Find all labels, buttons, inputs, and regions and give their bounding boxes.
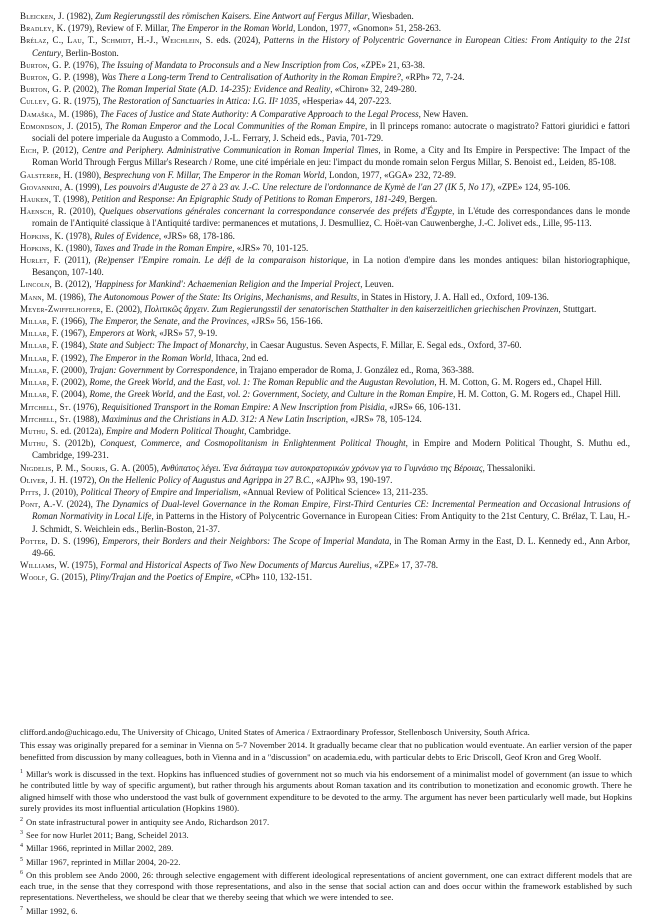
entry-text: , «AJPh» 93, 190-197.: [311, 474, 393, 485]
bibliography-entry: [20, 339, 630, 351]
bibliography-entry: [20, 413, 630, 425]
entry-author: Muthu, S.: [20, 425, 59, 436]
entry-text: , «Annual Review of Political Science» 13, 211-235.: [238, 486, 429, 497]
footnote-number: 3: [20, 829, 23, 836]
bibliography-entry: [20, 535, 630, 559]
entry-text: (2011),: [60, 255, 95, 266]
entry-text: , Wiesbaden.: [367, 11, 414, 21]
entry-author: Giovannini, A.: [20, 181, 74, 192]
entry-text: , «JRS» 78, 105-124.: [345, 413, 422, 424]
bibliography-entry: [20, 169, 630, 181]
bibliography-entry: [20, 315, 630, 327]
bibliography-entry: [20, 108, 630, 120]
entry-author: Bradley, K.: [20, 23, 66, 34]
bibliography-entry: [20, 242, 630, 254]
entry-title: Formal and Historical Aspects of Two New Documents of Marcus Aurelius: [100, 560, 370, 571]
entry-text: , Cambridge.: [244, 425, 291, 436]
entry-text: (2005),: [130, 462, 162, 473]
footnote-number: 7: [20, 905, 23, 912]
bibliography-entry: [20, 364, 630, 376]
entry-text: , Berlin-Boston.: [61, 47, 119, 58]
entry-title: Maximinus and the Christians in A.D. 312: A New Latin Inscription: [101, 413, 346, 424]
bibliography-entry: [20, 83, 630, 95]
entry-text: (1980),: [63, 242, 95, 253]
entry-text: , in Empire and Modern Political Thought, S. Muthu ed., Cambridge, 199-231.: [32, 438, 630, 461]
entry-text: (2010),: [66, 206, 100, 217]
entry-title: Emperors at Work: [89, 328, 155, 339]
entry-text: , «JRS» 68, 178-186.: [158, 230, 235, 241]
entry-text: (1996),: [70, 535, 103, 546]
bibliography-entry: [20, 486, 630, 498]
entry-text: , New Haven.: [418, 108, 469, 119]
entry-title: Empire and Modern Political Thought: [105, 425, 245, 436]
entry-text: eds. (2024),: [213, 35, 264, 46]
footnote: [20, 815, 632, 828]
entry-title: Was There a Long-term Trend to Centralisation of Authority in the Roman Empire?: [101, 72, 401, 83]
entry-text: (1984),: [58, 340, 90, 351]
entry-text: (2024),: [63, 499, 96, 510]
entry-author: Edmondson, J.: [20, 120, 74, 131]
entry-author: Hauken, T.: [20, 194, 61, 205]
entry-author: Galsterer, H.: [20, 169, 73, 180]
bibliography-entry: [20, 437, 630, 461]
bibliography-entry: [20, 22, 630, 34]
footnote: [20, 904, 632, 917]
entry-title: Emperors, their Borders and their Neighbors: The Scope of Imperial Mandata: [102, 535, 390, 546]
bibliography-entry: [20, 59, 630, 71]
entry-author: Hurlet, F.: [20, 255, 61, 266]
entry-title: The Autonomous Power of the State: Its Origins, Mechanisms, and Results: [88, 291, 357, 302]
footnote: [20, 868, 632, 904]
entry-author: Williams, W.: [20, 560, 70, 571]
entry-title: 'Happiness for Mankind': Achaemenian Religion and the Imperial Project: [93, 279, 361, 290]
footnote-text: On this problem see Ando 2000, 26: through selective engagement with different ideological representations of ancient government, one can extract different models that are each true, in the sense that they correspond with those representations, and also in the sense that social action can and does occur within the framework established by such representations. Nevertheless, we should be clear that we thereby seeing that which we were intended to see.: [20, 869, 632, 903]
bibliography-entry: [20, 498, 630, 535]
entry-author: Millar, F.: [20, 352, 59, 363]
entry-text: (2012),: [49, 145, 82, 156]
entry-text: , «JRS» 57, 9-19.: [154, 328, 218, 339]
entry-author: Millar, F.: [20, 328, 59, 339]
entry-author: Millar, F.: [20, 389, 59, 400]
entry-text: , «ZPE» 17, 37-78.: [369, 560, 439, 571]
entry-text: (2004),: [58, 389, 90, 400]
entry-text: , «Hesperia» 44, 207-223.: [297, 96, 392, 107]
entry-author: Millar, F.: [20, 364, 59, 375]
entry-author: Mitchell, St.: [20, 401, 72, 412]
footnote-number: 6: [20, 869, 23, 876]
footnote: [20, 841, 632, 854]
entry-text: , «ZPE» 21, 63-38.: [356, 59, 425, 70]
entry-title: The Dynamics of Dual-level Governance in the Roman Empire, First-Third Centuries CE: Incremental Permeation and Occasional Intrusions of Roman Normativity in Local Life: [32, 499, 630, 522]
entry-author: Pitts, J.: [20, 486, 50, 497]
entry-text: , H. M. Cotton, G. M. Rogers ed., Chapel Hill.: [453, 389, 621, 400]
entry-text: ed. (2012a),: [58, 425, 106, 436]
entry-text: (2000),: [58, 364, 90, 375]
footnote-number: 1: [20, 769, 23, 776]
entry-text: (1966),: [58, 316, 90, 327]
entry-title: The Restoration of Sanctuaries in Attica: I.G. II² 1035: [102, 96, 298, 107]
entry-text: (2002),: [113, 303, 145, 314]
entry-text: (2012b),: [60, 438, 101, 449]
acknowledgement-note: This essay was originally prepared for a seminar in Vienna on 5-7 November 2014. It gradually became clear that no publication would eventuate. An earlier version of the paper benefitted from discussion by many colleagues, both in Vienna and in a "discussion" on academia.edu, with particular debts to Eric Driscoll, Geof Kron and Greg Woolf.: [20, 740, 632, 762]
entry-author: Brélaz, C., Lau, T., Schmidt, H.-J., Weichlein, S.: [20, 35, 214, 46]
bibliography-entry: [20, 327, 630, 339]
bibliography-entry: [20, 95, 630, 107]
entry-text: (2012),: [63, 279, 94, 290]
entry-title: Rome, the Greek World, and the East, vol. 2: Government, Society, and Culture in the Roman Empire: [89, 389, 454, 400]
entry-author: Culley, G. R.: [20, 96, 73, 107]
bibliography-entry: [20, 71, 630, 83]
entry-title: The Emperor in the Roman World: [89, 352, 212, 363]
bibliography-entry: [20, 10, 630, 22]
entry-title: The Emperor, the Senate, and the Provinces: [89, 316, 247, 327]
entry-author: Potter, D. S.: [20, 535, 71, 546]
entry-title: Pliny/Trajan and the Poetics of Empire: [89, 572, 231, 583]
entry-title: Trajan: Government by Correspondence: [89, 364, 236, 375]
bibliography-entry: [20, 303, 630, 315]
entry-author: Hopkins, K.: [20, 242, 64, 253]
entry-text: , «JRS» 70, 101-125.: [232, 242, 309, 253]
entry-author: Muthu, S.: [20, 438, 61, 449]
entry-text: (2010),: [49, 486, 81, 497]
bibliography-entry: [20, 559, 630, 571]
entry-text: (1986),: [57, 291, 89, 302]
entry-author: Nigdelis, P. M., Souris, G. A.: [20, 462, 131, 473]
entry-title: The Roman Emperor and the Local Communities of the Roman Empire: [105, 120, 366, 131]
bibliography-entry: [20, 425, 630, 437]
entry-text: , H. M. Cotton, G. M. Rogers ed., Chapel Hill.: [434, 377, 602, 388]
entry-text: , «CPh» 110, 132-151.: [230, 572, 313, 583]
notes-section: [20, 727, 632, 917]
footnote-text: See for now Hurlet 2011; Bang, Scheidel 2013.: [26, 829, 189, 840]
footnote-text: Millar's work is discussed in the text. Hopkins has influenced studies of government not so much via his endorsement of a minimalist model of government (an issue to which he contributed little by way of specific argument), but rather through his arguments about Roman taxation and its contribution to monetization and economic growth. There he aligned himself with those who understood the vast bulk of government expenditure to be devoted to the army. The argument has never been particularly well made, but Hopkins surely provides its most influential articulation (Hopkins 1980).: [20, 769, 632, 814]
entry-text: (1988),: [71, 413, 102, 424]
entry-text: (2015),: [59, 572, 90, 583]
bibliography-entry: [20, 401, 630, 413]
entry-text: , London, 1977, «GGA» 232, 72-89.: [324, 169, 457, 180]
bibliography-entry: [20, 193, 630, 205]
bibliography-entry: [20, 462, 630, 474]
entry-title: (Re)penser l'Empire romain. Le défi de la comparaison historique: [94, 255, 347, 266]
entry-author: Pont, A.-V.: [20, 499, 64, 510]
entry-text: , «JRS» 56, 156-166.: [246, 316, 323, 327]
entry-title: Rules of Evidence: [94, 230, 159, 241]
entry-title: The Emperor in the Roman World: [171, 23, 294, 34]
entry-author: Eich, P.: [20, 145, 50, 156]
entry-text: (1975),: [69, 560, 101, 571]
entry-title: On the Hellenic Policy of Augustus and Agrippa in 27 B.C.: [98, 474, 312, 485]
entry-title: Besprechung von F. Millar, The Emperor in the Roman World: [103, 169, 325, 180]
entry-author: Woolf, G.: [20, 572, 60, 583]
entry-title: The Roman Imperial State (A.D. 14-235): Evidence and Reality: [101, 84, 331, 95]
entry-text: , «ZPE» 124, 95-106.: [492, 181, 571, 192]
footnote-number: 5: [20, 856, 23, 863]
entry-author: Oliver, J. H.: [20, 474, 69, 485]
entry-text: , Leuven.: [360, 279, 394, 290]
entry-title: Centre and Periphery. Administrative Communication in Roman Imperial Times: [81, 145, 379, 156]
entry-text: (2015),: [73, 120, 106, 131]
entry-text: (2002),: [58, 377, 90, 388]
entry-title: Zum Regierungsstil des römischen Kaisers. Eine Antwort auf Fergus Millar: [95, 11, 368, 21]
entry-author: Burton, G. P.: [20, 84, 71, 95]
bibliography-entry: [20, 352, 630, 364]
entry-text: (1986),: [69, 108, 101, 119]
entry-author: Damaška, M.: [20, 108, 70, 119]
bibliography-entry: [20, 254, 630, 278]
bibliography-entry: [20, 34, 630, 58]
bibliography-entry: [20, 571, 630, 583]
bibliography-entry: [20, 376, 630, 388]
entry-title: Petition and Response: An Epigraphic Study of Petitions to Roman Emperors, 181-249: [91, 194, 405, 205]
entry-text: , in Patterns in the History of Polycentric Governance in European Cities: From Antiquity to the 21st Century, C. Brélaz, T. Lau, H.-J. Schmidt, S. Weichlein eds., Berlin-Boston, 21-37.: [32, 511, 630, 534]
entry-text: (2002),: [70, 84, 102, 95]
entry-text: (1982),: [64, 11, 96, 21]
footnotes-list: [20, 767, 632, 917]
footnote-text: Millar 1992, 6.: [26, 905, 78, 916]
entry-title: Ανθύπατος λέγει. Ένα διάταγμα των αυτοκρατορικών χρόνων για το Γυμνάσιο της Βέροιας: [161, 462, 483, 473]
bibliography-entry: [20, 144, 630, 168]
bibliography-entry: [20, 230, 630, 242]
footnote: [20, 855, 632, 868]
entry-text: , Bergen.: [404, 194, 438, 205]
entry-text: (1978),: [63, 230, 95, 241]
entry-title: Quelques observations générales concernant la correspondance conservée des préfets d'Égypte: [99, 206, 453, 217]
entry-text: , in Caesar Augustus. Seven Aspects, F. Millar, E. Segal eds., Oxford, 37-60.: [246, 340, 522, 351]
entry-text: , Thessaloniki.: [482, 462, 536, 473]
entry-text: (1992),: [58, 352, 90, 363]
entry-text: , in Il princeps romano: autocrate o magistrato? Fattori giuridici e fattori sociali del potere imperiale da Augusto a Commodo, J.-L. Ferrary, J. Scheid eds., Pavia, 701-729.: [32, 120, 631, 144]
entry-author: Burton, G. P.: [20, 72, 71, 83]
bibliography-entry: [20, 205, 630, 229]
entry-text: (1967),: [58, 328, 90, 339]
bibliography-entry: [20, 120, 630, 144]
entry-title: Rome, the Greek World, and the East, vol. 1: The Roman Republic and the Augustan Revolution: [89, 377, 435, 388]
entry-text: , in La notion d'empire dans les mondes antiques: bilan historiographique, Besançon, 107-140.: [32, 255, 630, 278]
bibliography-entry: [20, 388, 630, 400]
entry-text: (1976),: [71, 401, 102, 412]
entry-title: Les pouvoirs d'Auguste de 27 à 23 av. J.-C. Une relecture de l'ordonnance de Kymè de l'an 27 (IK 5, No 17): [104, 181, 493, 192]
footnote: [20, 767, 632, 814]
entry-author: Mann, M.: [20, 291, 58, 302]
entry-author: Bleicken, J.: [20, 11, 65, 21]
entry-author: Hopkins, K.: [20, 230, 64, 241]
entry-title: Patterns in the History of Polycentric Governance in European Cities: From Antiquity to the 21st Century: [32, 35, 630, 58]
entry-author: Burton, G. P.: [20, 59, 71, 70]
bibliography-entry: [20, 278, 630, 290]
entry-text: (1980),: [72, 169, 104, 180]
entry-text: (1976),: [70, 59, 102, 70]
entry-text: (1972),: [68, 474, 99, 485]
bibliography-entry: [20, 181, 630, 193]
author-affiliation: clifford.ando@uchicago.edu, The University of Chicago, United States of America / Extraordinary Professor, Stellenbosch University, South Africa.: [20, 727, 530, 737]
entry-text: , «RPh» 72, 7-24.: [400, 72, 465, 83]
entry-text: (1979), Review of F. Millar,: [65, 23, 172, 34]
entry-title: The Faces of Justice and State Authority: A Comparative Approach to the Legal Process: [100, 108, 419, 119]
entry-text: , in Rome, a City and Its Empire in Perspective: The Impact of the Roman World Through Fergus Millar's Research / Rome, une cité impériale en jeu: l'impact du monde romain selon Fergus Millar, S. Benoist ed., Leiden, 85-108.: [32, 145, 630, 168]
entry-title: Taxes and Trade in the Roman Empire: [94, 242, 233, 253]
footnote-text: Millar 1967, reprinted in Millar 2004, 20-22.: [26, 856, 181, 867]
entry-author: Millar, F.: [20, 340, 59, 351]
entry-title: The Issuing of Mandata to Proconsuls and a New Inscription from Cos: [101, 59, 357, 70]
entry-text: , Stuttgart.: [558, 303, 597, 314]
entry-title: Πολιτικῶς ἄρχειν. Zum Regierungsstil der senatorischen Statthalter in den kaiserzeitlichen griechischen Provinzen: [144, 303, 559, 314]
footnote: [20, 828, 632, 841]
entry-author: Millar, F.: [20, 377, 59, 388]
footnote-text: Millar 1966, reprinted in Millar 2002, 289.: [26, 843, 174, 854]
entry-title: Conquest, Commerce, and Cosmopolitanism in Enlightenment Political Thought: [100, 438, 406, 449]
entry-text: , in L'étude des correspondances dans le monde romain de l'Antiquité classique à l'Antiquité tardive: permanences et mutations, J. Desmulliez, C. Hoët-van Cauwenberghe, J.-C. Jolivet eds., Lille, 95-113.: [32, 206, 630, 229]
bibliography-list: [20, 10, 630, 584]
entry-author: Meyer-Zwiffelhoffer, E.: [20, 303, 114, 314]
footnote-number: 4: [20, 843, 23, 850]
entry-title: Requisitioned Transport in the Roman Empire: A New Inscription from Pisidia: [101, 401, 385, 412]
entry-author: Millar, F.: [20, 316, 59, 327]
entry-text: (1975),: [72, 96, 103, 107]
entry-text: (1998),: [70, 72, 102, 83]
bibliography-entry: [20, 474, 630, 486]
entry-text: , London, 1977, «Gnomon» 51, 258-263.: [293, 23, 442, 34]
entry-text: (1999),: [73, 181, 105, 192]
entry-text: (1998),: [60, 194, 92, 205]
entry-title: Political Theory of Empire and Imperialism: [80, 486, 239, 497]
entry-text: , in The Roman Army in the East, D. L. Kennedy ed., Ann Arbor, 49-66.: [32, 535, 630, 558]
footnote-number: 2: [20, 816, 23, 823]
entry-text: , «JRS» 66, 106-131.: [384, 401, 461, 412]
bibliography-entry: [20, 291, 630, 303]
entry-text: , in Trajano emperador de Roma, J. González ed., Roma, 363-388.: [235, 364, 475, 375]
entry-title: State and Subject: The Impact of Monarchy: [89, 340, 247, 351]
footnote-text: On state infrastructural power in antiquity see Ando, Richardson 2017.: [26, 816, 270, 827]
entry-author: Lincoln, B.: [20, 279, 64, 290]
entry-text: , Ithaca, 2nd ed.: [211, 352, 269, 363]
entry-author: Haensch, R.: [20, 206, 67, 217]
entry-text: , in States in History, J. A. Hall ed., Oxford, 109-136.: [356, 291, 549, 302]
entry-text: , «Chiron» 32, 249-280.: [330, 84, 417, 95]
entry-author: Mitchell, St.: [20, 413, 72, 424]
